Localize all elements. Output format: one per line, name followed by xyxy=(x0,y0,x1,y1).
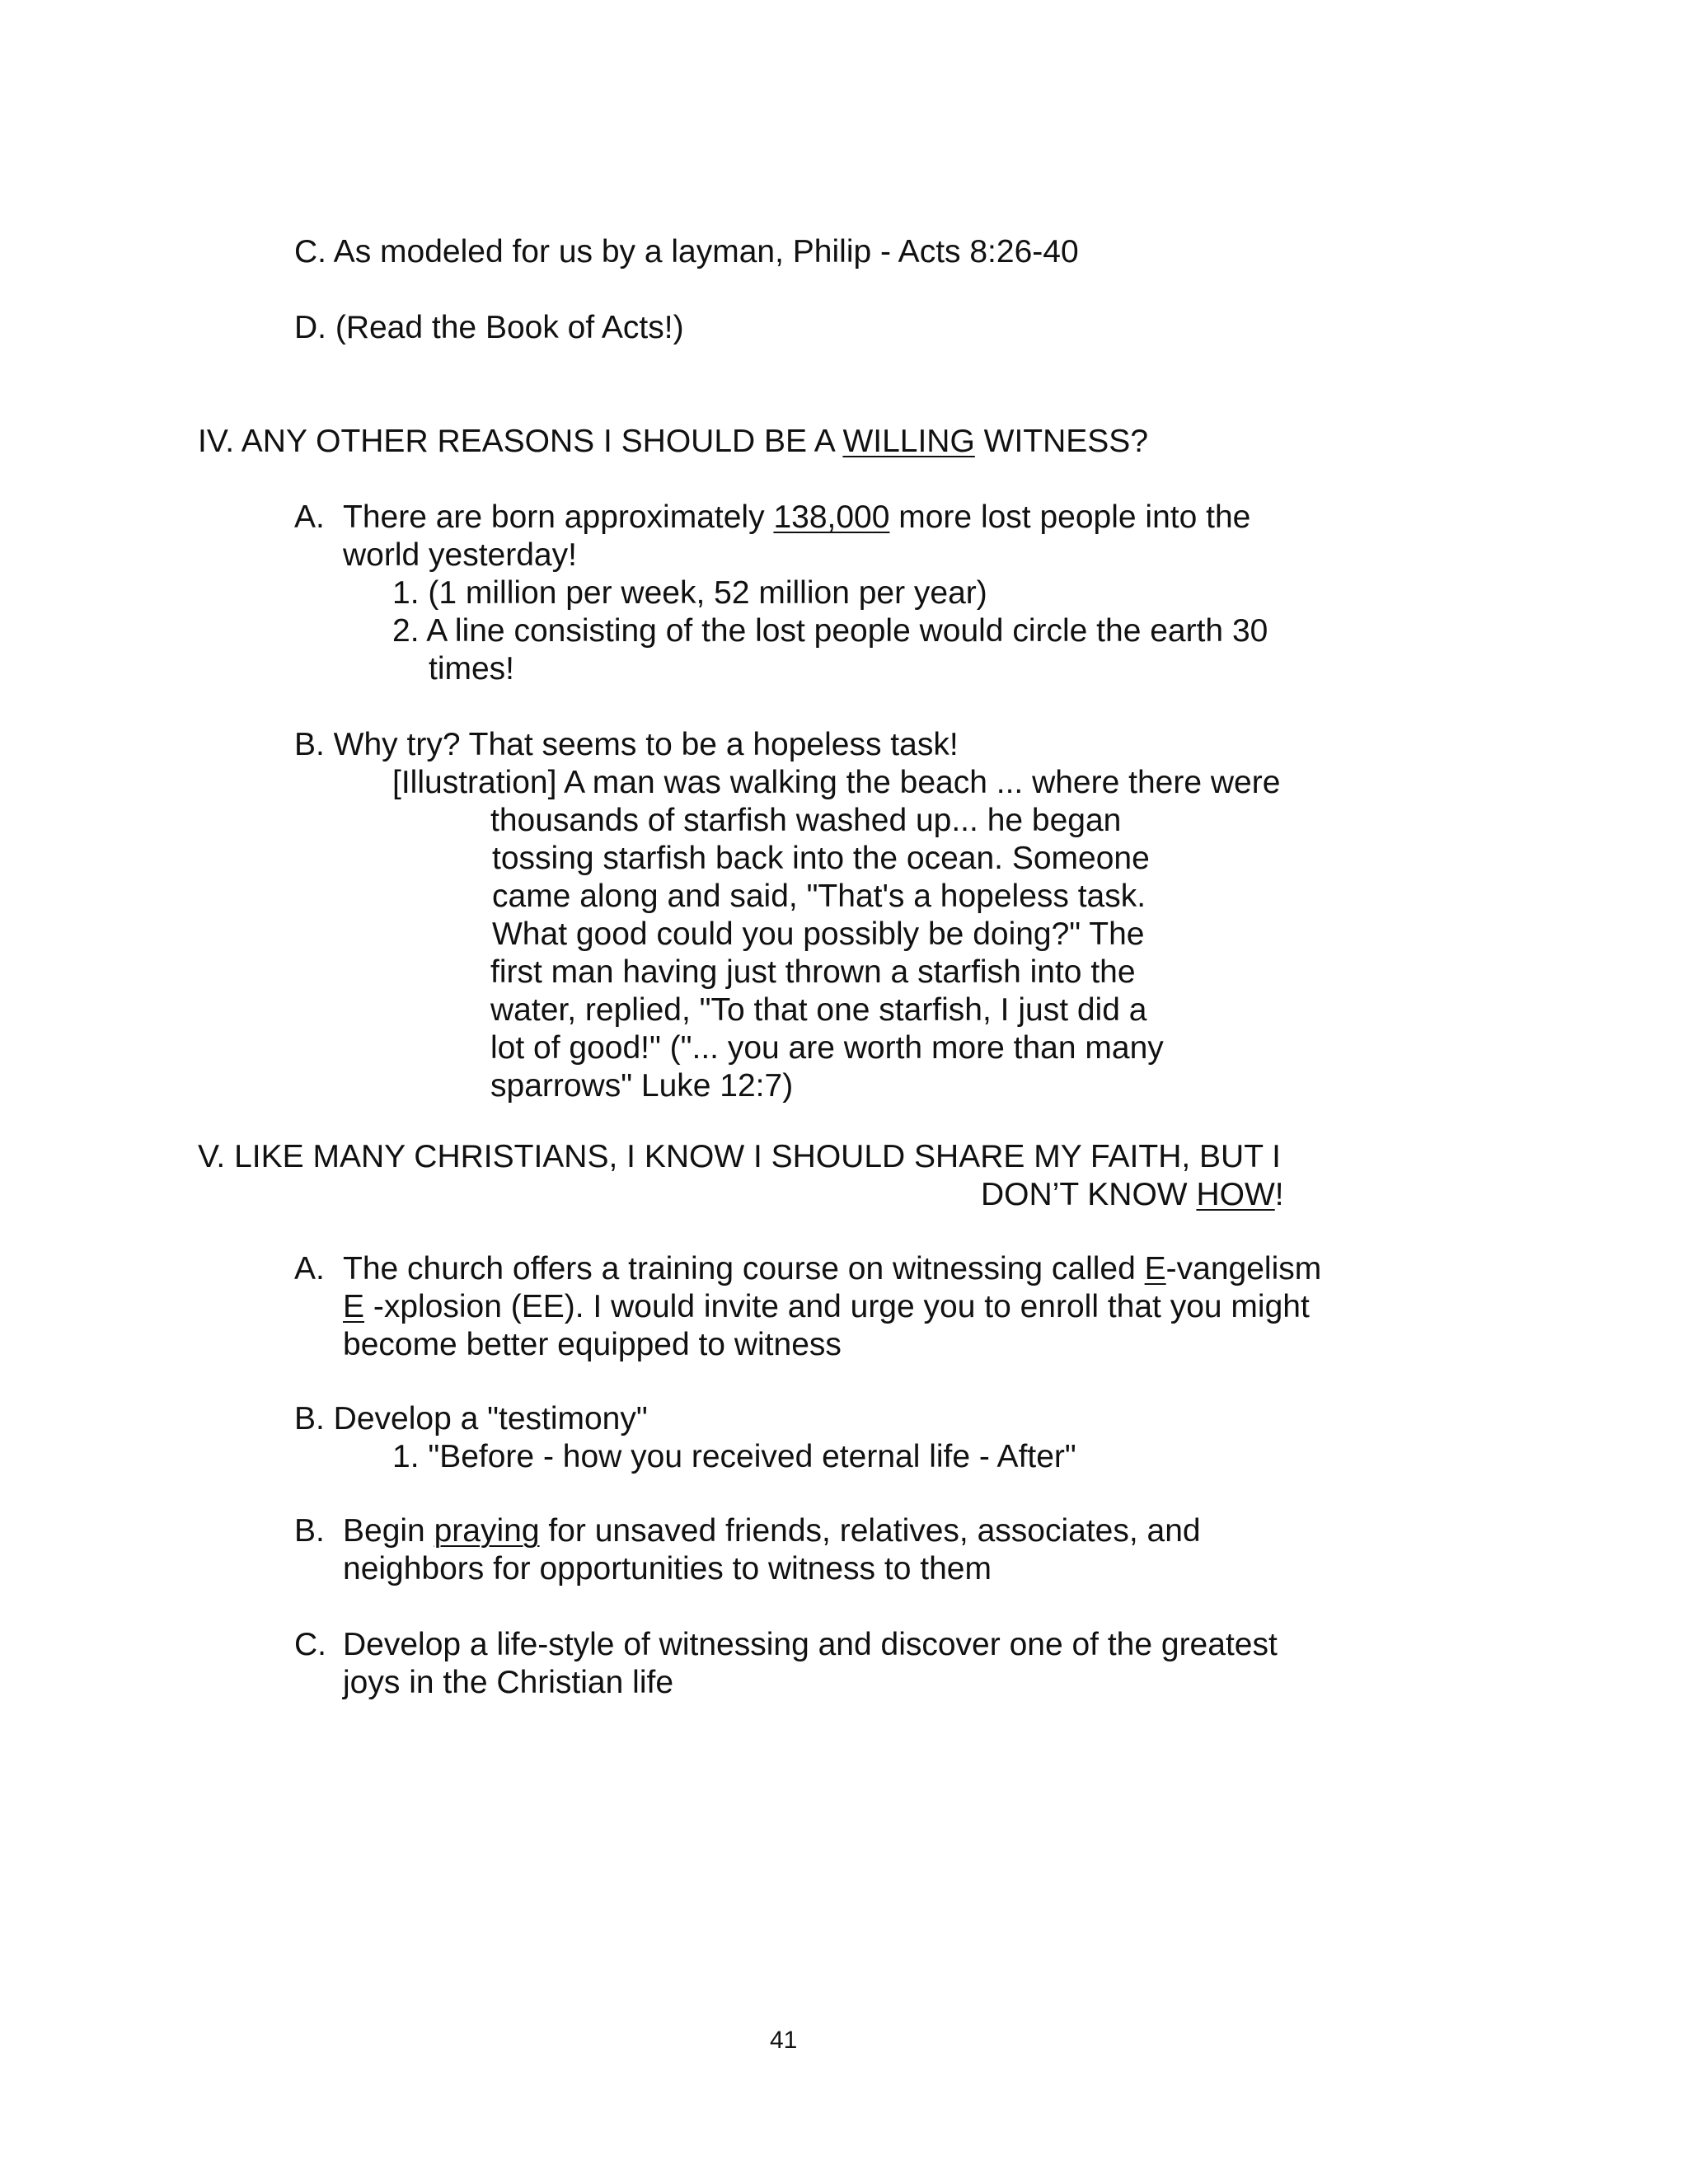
v-b2-marker: B. xyxy=(294,1513,325,1549)
iv-b-illustration-line: water, replied, "To that one starfish, I just did a xyxy=(490,992,1147,1028)
v-b2-line1-suffix: for unsaved friends, relatives, associates, and xyxy=(539,1513,1201,1549)
iv-b-illustration-line: tossing starfish back into the ocean. Someone xyxy=(492,841,1150,876)
page-number: 41 xyxy=(770,2027,798,2054)
iv-a-marker: A. xyxy=(294,499,325,535)
v-a-line1-letter: E xyxy=(1144,1251,1166,1286)
iv-b-illustration-line: [Illustration] A man was walking the beach ... where there were xyxy=(392,765,1281,800)
iv-a-number: 138,000 xyxy=(773,499,890,535)
v-a-line2-suffix: -xplosion (EE). I would invite and urge you to enroll that you might xyxy=(364,1289,1310,1324)
iv-b-illustration-line: came along and said, "That's a hopeless task. xyxy=(492,879,1146,914)
iv-b-heading: B. Why try? That seems to be a hopeless task! xyxy=(294,727,959,762)
v-c-line2: joys in the Christian life xyxy=(343,1665,674,1700)
outline-item-d: D. (Read the Book of Acts!) xyxy=(294,310,684,345)
iv-a-line2: world yesterday! xyxy=(343,537,577,573)
iv-b-illustration-line: first man having just thrown a starfish into the xyxy=(490,954,1136,990)
heading-v-line1: V. LIKE MANY CHRISTIANS, I KNOW I SHOULD SHARE MY FAITH, BUT I xyxy=(198,1139,1282,1174)
iv-a-line1-prefix: There are born approximately xyxy=(343,499,774,535)
v-b2-emphasis: praying xyxy=(434,1513,540,1549)
iv-a-item2-line1: 2. A line consisting of the lost people would circle the earth 30 xyxy=(392,613,1268,649)
iv-b-illustration-line: sparrows" Luke 12:7) xyxy=(490,1068,794,1104)
v-a-marker: A. xyxy=(294,1251,325,1286)
v-b2-line1 xyxy=(343,1512,1201,1550)
heading-v-line2-suffix: ! xyxy=(1274,1177,1284,1212)
heading-iv-prefix: IV. ANY OTHER REASONS I SHOULD BE A xyxy=(198,424,843,459)
v-c-marker: C. xyxy=(294,1627,326,1662)
v-a-line1 xyxy=(343,1250,1321,1288)
v-b1-heading: B. Develop a "testimony" xyxy=(294,1401,648,1436)
iv-b-illustration-line: lot of good!" ("... you are worth more than many xyxy=(490,1030,1164,1066)
v-a-line2 xyxy=(343,1288,1310,1326)
heading-v-emphasis: HOW xyxy=(1196,1177,1275,1212)
iv-a-line1 xyxy=(343,499,1250,537)
v-a-line3: become better equipped to witness xyxy=(343,1327,842,1362)
v-a-line1-prefix: The church offers a training course on witnessing called xyxy=(343,1251,1145,1286)
heading-iv-suffix: WITNESS? xyxy=(974,424,1149,459)
v-b2-line2: neighbors for opportunities to witness to them xyxy=(343,1551,992,1586)
heading-v-line2-prefix: DON’T KNOW xyxy=(981,1177,1197,1212)
v-b2-line1-prefix: Begin xyxy=(343,1513,434,1549)
iv-b-illustration-line: thousands of starfish washed up... he began xyxy=(490,803,1122,838)
v-c-line1: Develop a life-style of witnessing and discover one of the greatest xyxy=(343,1627,1278,1662)
v-b1-item1: 1. "Before - how you received eternal life - After" xyxy=(392,1439,1076,1474)
iv-a-line1-suffix: more lost people into the xyxy=(889,499,1251,535)
heading-iv-emphasis: WILLING xyxy=(842,424,975,459)
iv-a-item2-line2: times! xyxy=(429,651,515,687)
iv-a-item1: 1. (1 million per week, 52 million per year) xyxy=(392,575,987,611)
outline-item-c: C. As modeled for us by a layman, Philip - Acts 8:26-40 xyxy=(294,234,1079,269)
heading-iv xyxy=(198,423,1148,461)
v-a-line1-suffix: -vangelism xyxy=(1165,1251,1322,1286)
v-a-line2-letter: E xyxy=(343,1289,365,1324)
heading-v-line2 xyxy=(981,1176,1284,1214)
iv-b-illustration-line: What good could you possibly be doing?" The xyxy=(492,916,1145,952)
